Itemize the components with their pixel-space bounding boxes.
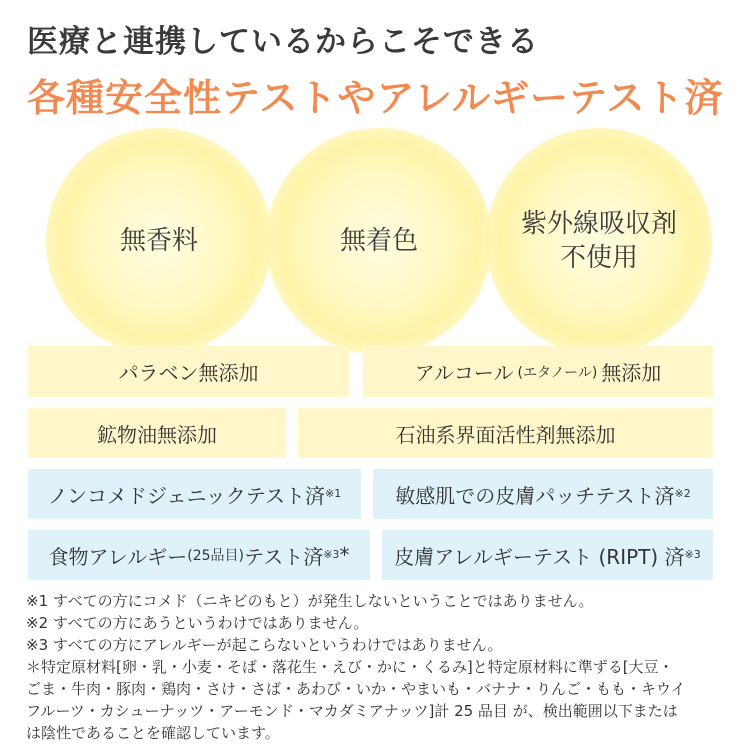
tag-label: テスト済 <box>244 544 324 569</box>
tag-alcohol-free <box>363 346 713 397</box>
headline-medical-collaboration: 医療と連携しているからこそできる <box>27 24 539 60</box>
feature-circle-label: 無香料 <box>119 226 198 256</box>
tag-label: 石油系界面活性剤無添加 <box>395 422 616 447</box>
footnote-line: は陰性であることを確認しています。 <box>26 724 280 742</box>
footnote-line: ※3 すべての方にアレルギーが起こらないというわけではありません。 <box>26 636 503 654</box>
tag-label: 鉱物油無添加 <box>97 422 217 447</box>
footnote-line: ごま・牛肉・豚肉・鶏肉・さけ・さば・あわび・いか・やまいも・バナナ・りんご・もも・キウイ <box>26 680 686 698</box>
tag-label: 皮膚アレルギーテスト (RIPT) 済 <box>394 544 685 569</box>
tag-food-allergy-tested: 食物アレルギー (25品目) テスト済 ※3 * <box>28 530 370 580</box>
feature-circle-colorant-free <box>266 128 492 354</box>
tag-mineral-oil-free <box>28 408 286 458</box>
tag-petroleum-surfactant-free <box>298 408 713 458</box>
footnote-asterisk: * <box>339 543 350 567</box>
feature-circle-label: 紫外線吸収剤 不使用 <box>520 209 677 273</box>
footnote-line: ※1 すべての方にコメド（ニキビのもと）が発生しないということではありません。 <box>26 592 594 610</box>
tag-sub-label: (エタノール) <box>517 364 598 381</box>
footnote-line: ※2 すべての方にあうというわけではありません。 <box>26 614 369 632</box>
footnote-line: フルーツ・カシューナッツ・アーモンド・マカダミアナッツ]計 25 品目 が、検出範囲以下または <box>26 702 678 720</box>
tag-label: 食物アレルギー <box>48 544 188 569</box>
tag-paraben-free <box>28 346 349 397</box>
headline-safety-tests: 各種安全性テストやアレルギーテスト済 <box>27 76 724 120</box>
feature-circle-fragrance-free <box>46 128 272 354</box>
tag-label: 敏感肌での皮膚パッチテスト済 <box>395 483 675 508</box>
tag-noncomedogenic-tested: ノンコメドジェニックテスト済 ※1 <box>28 469 361 519</box>
tag-sub-label: (25品目) <box>187 548 245 564</box>
footnote-line: ＊特定原材料[卵・乳・小麦・そば・落花生・えび・かに・くるみ]と特定原材料に準ずる[大豆・ <box>26 658 674 676</box>
tag-label: 無添加 <box>601 361 662 385</box>
tag-label: アルコール <box>414 361 514 385</box>
footnotes <box>26 590 732 744</box>
feature-circle-label: 無着色 <box>339 226 418 256</box>
feature-circle-uv-absorber-free <box>486 128 712 354</box>
tag-label: パラベン無添加 <box>118 361 259 385</box>
tag-patch-tested: 敏感肌での皮膚パッチテスト済 ※2 <box>373 469 713 519</box>
tag-label: ノンコメドジェニックテスト済 <box>47 483 325 508</box>
tag-ript-tested: 皮膚アレルギーテスト (RIPT) 済 ※3 <box>382 530 713 580</box>
